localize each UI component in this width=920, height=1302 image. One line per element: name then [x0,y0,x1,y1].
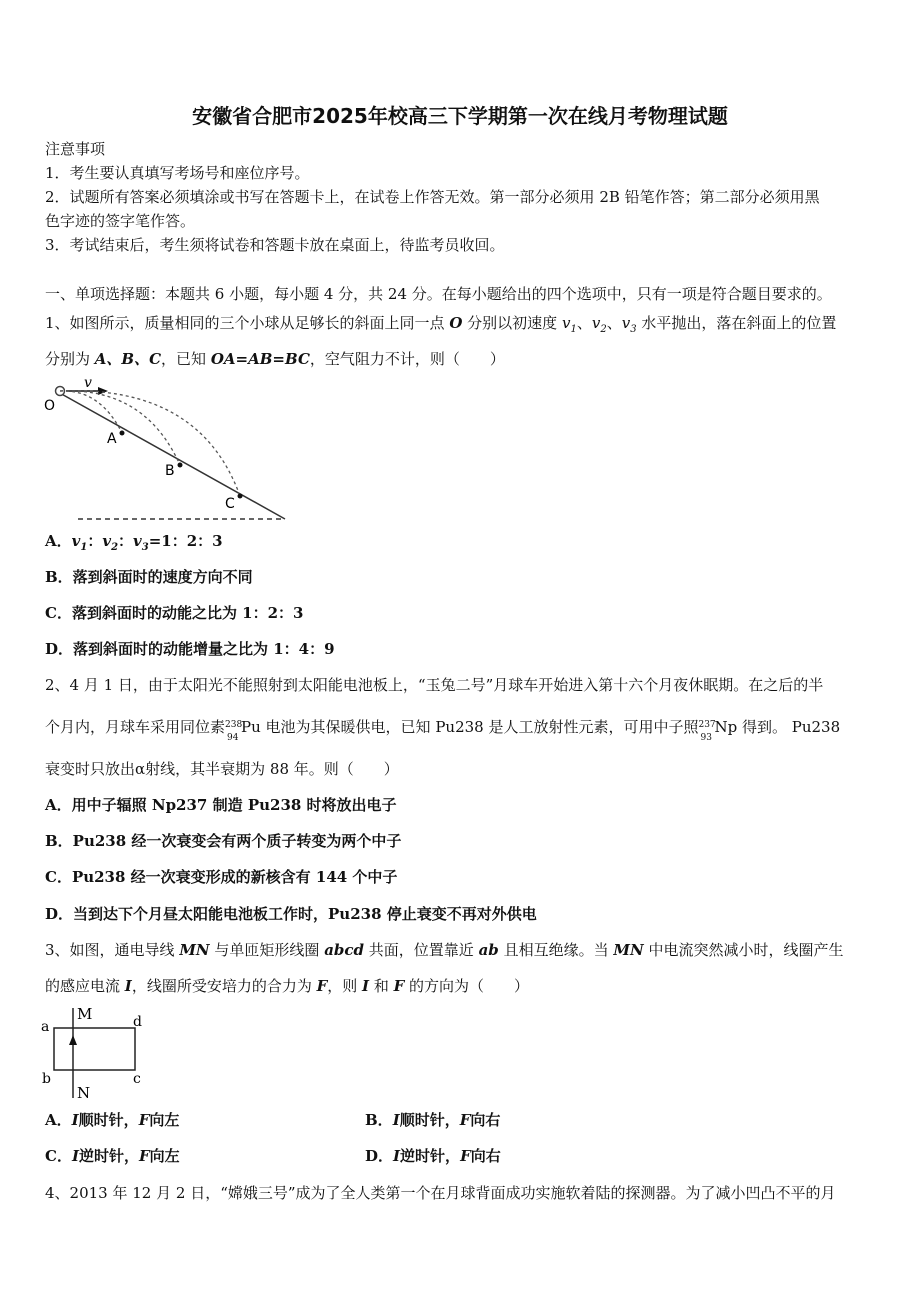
pu-nuclide: 238 94 [225,720,243,743]
corner-b-label: b [42,1071,51,1087]
question-3-text: 的感应电流 I，线圈所受安培力的合力为 F，则 I 和 F 的方向为（ ） [45,977,530,995]
notice-item: 2．试题所有答案必须填涂或书写在答题卡上，在试卷上作答无效。第一部分必须用 2B 铅笔作答；第二部分必须用黑 [45,188,820,206]
np-nuclide: 237 93 [698,720,716,743]
point-O-label: O [44,398,56,414]
q2-option-a[interactable]: A．用中子辐照 Np237 制造 Pu238 时将放出电子 [45,796,397,814]
q1-option-c[interactable]: C．落到斜面时的动能之比为 1：2：3 [45,604,304,622]
notice-item: 1．考生要认真填写考场号和座位序号。 [45,164,310,182]
q1-option-a[interactable]: A．$v_1$：$v_2$：$v_3=1$：2：3 [45,532,223,553]
q2-option-c[interactable]: C．Pu238 经一次衰变形成的新核含有 144 个中子 [45,868,398,886]
q2-option-b[interactable]: B．Pu238 经一次衰变会有两个质子转变为两个中子 [45,832,402,850]
wire-end-N-label: N [77,1084,91,1102]
point-A-label: A [107,431,117,447]
page-title: 安徽省合肥市2025年校高三下学期第一次在线月考物理试题 [192,104,728,128]
question-2-text: 2、4 月 1 日，由于太阳光不能照射到太阳能电池板上，“玉兔二号”月球车开始进入第十六个月夜休眠期。在之后的半 [45,676,824,694]
q3-option-d[interactable]: D．I逆时针，F向右 [365,1147,501,1165]
point-C-label: C [225,496,235,512]
question-2-text: 个月内，月球车采用同位素 238 94 Pu 电池为其保暖供电，已知 Pu238 是人工放射性元素，可用中子照 237 93 Np 得到。 Pu238 [45,718,841,743]
velocity-label: v [84,375,92,391]
question-1-text: 分别为 A、B、C，已知 OA=AB=BC，空气阻力不计，则（ ） [45,350,505,368]
question-4-text: 4、2013 年 12 月 2 日，“嫦娥三号”成为了全人类第一个在月球背面成功实施软着陆的探测器。为了减小凹凸不平的月 [45,1184,836,1202]
incline-projectile-figure [40,375,290,525]
q1-option-b[interactable]: B．落到斜面时的速度方向不同 [45,568,253,586]
wire-coil-figure [38,1003,158,1103]
corner-a-label: a [41,1019,50,1035]
question-2-text: 衰变时只放出α射线，其半衰期为 88 年。则（ ） [45,760,399,778]
q3-option-a[interactable]: A．I顺时针，F向左 [45,1111,180,1129]
point-B-label: B [165,463,175,479]
q1-option-d[interactable]: D．落到斜面时的动能增量之比为 1：4：9 [45,640,335,658]
q3-option-b[interactable]: B．I顺时针，F向右 [365,1111,501,1129]
question-3-text: 3、如图，通电导线 MN 与单匝矩形线圈 abcd 共面，位置靠近 ab 且相互绝缘。当 MN 中电流突然减小时，线圈产生 [45,941,844,959]
q2-option-d[interactable]: D．当到达下个月昼太阳能电池板工作时，Pu238 停止衰变不再对外供电 [45,905,537,923]
corner-d-label: d [133,1014,142,1030]
notice-item: 色字迹的签字笔作答。 [45,212,196,230]
section-heading: 一、单项选择题：本题共 6 小题，每小题 4 分，共 24 分。在每小题给出的四个选项中，只有一项是符合题目要求的。 [45,285,832,303]
question-1-text: 1、如图所示，质量相同的三个小球从足够长的斜面上同一点 O 分别以初速度 $v_1$、$v_2$、$v_3$ 水平抛出，落在斜面上的位置 [45,314,837,335]
notice-item: 3．考试结束后，考生须将试卷和答题卡放在桌面上，待监考员收回。 [45,236,505,254]
q3-option-c[interactable]: C．I逆时针，F向左 [45,1147,180,1165]
notice-heading: 注意事项 [45,140,106,158]
corner-c-label: c [133,1071,141,1087]
wire-end-M-label: M [77,1005,93,1023]
